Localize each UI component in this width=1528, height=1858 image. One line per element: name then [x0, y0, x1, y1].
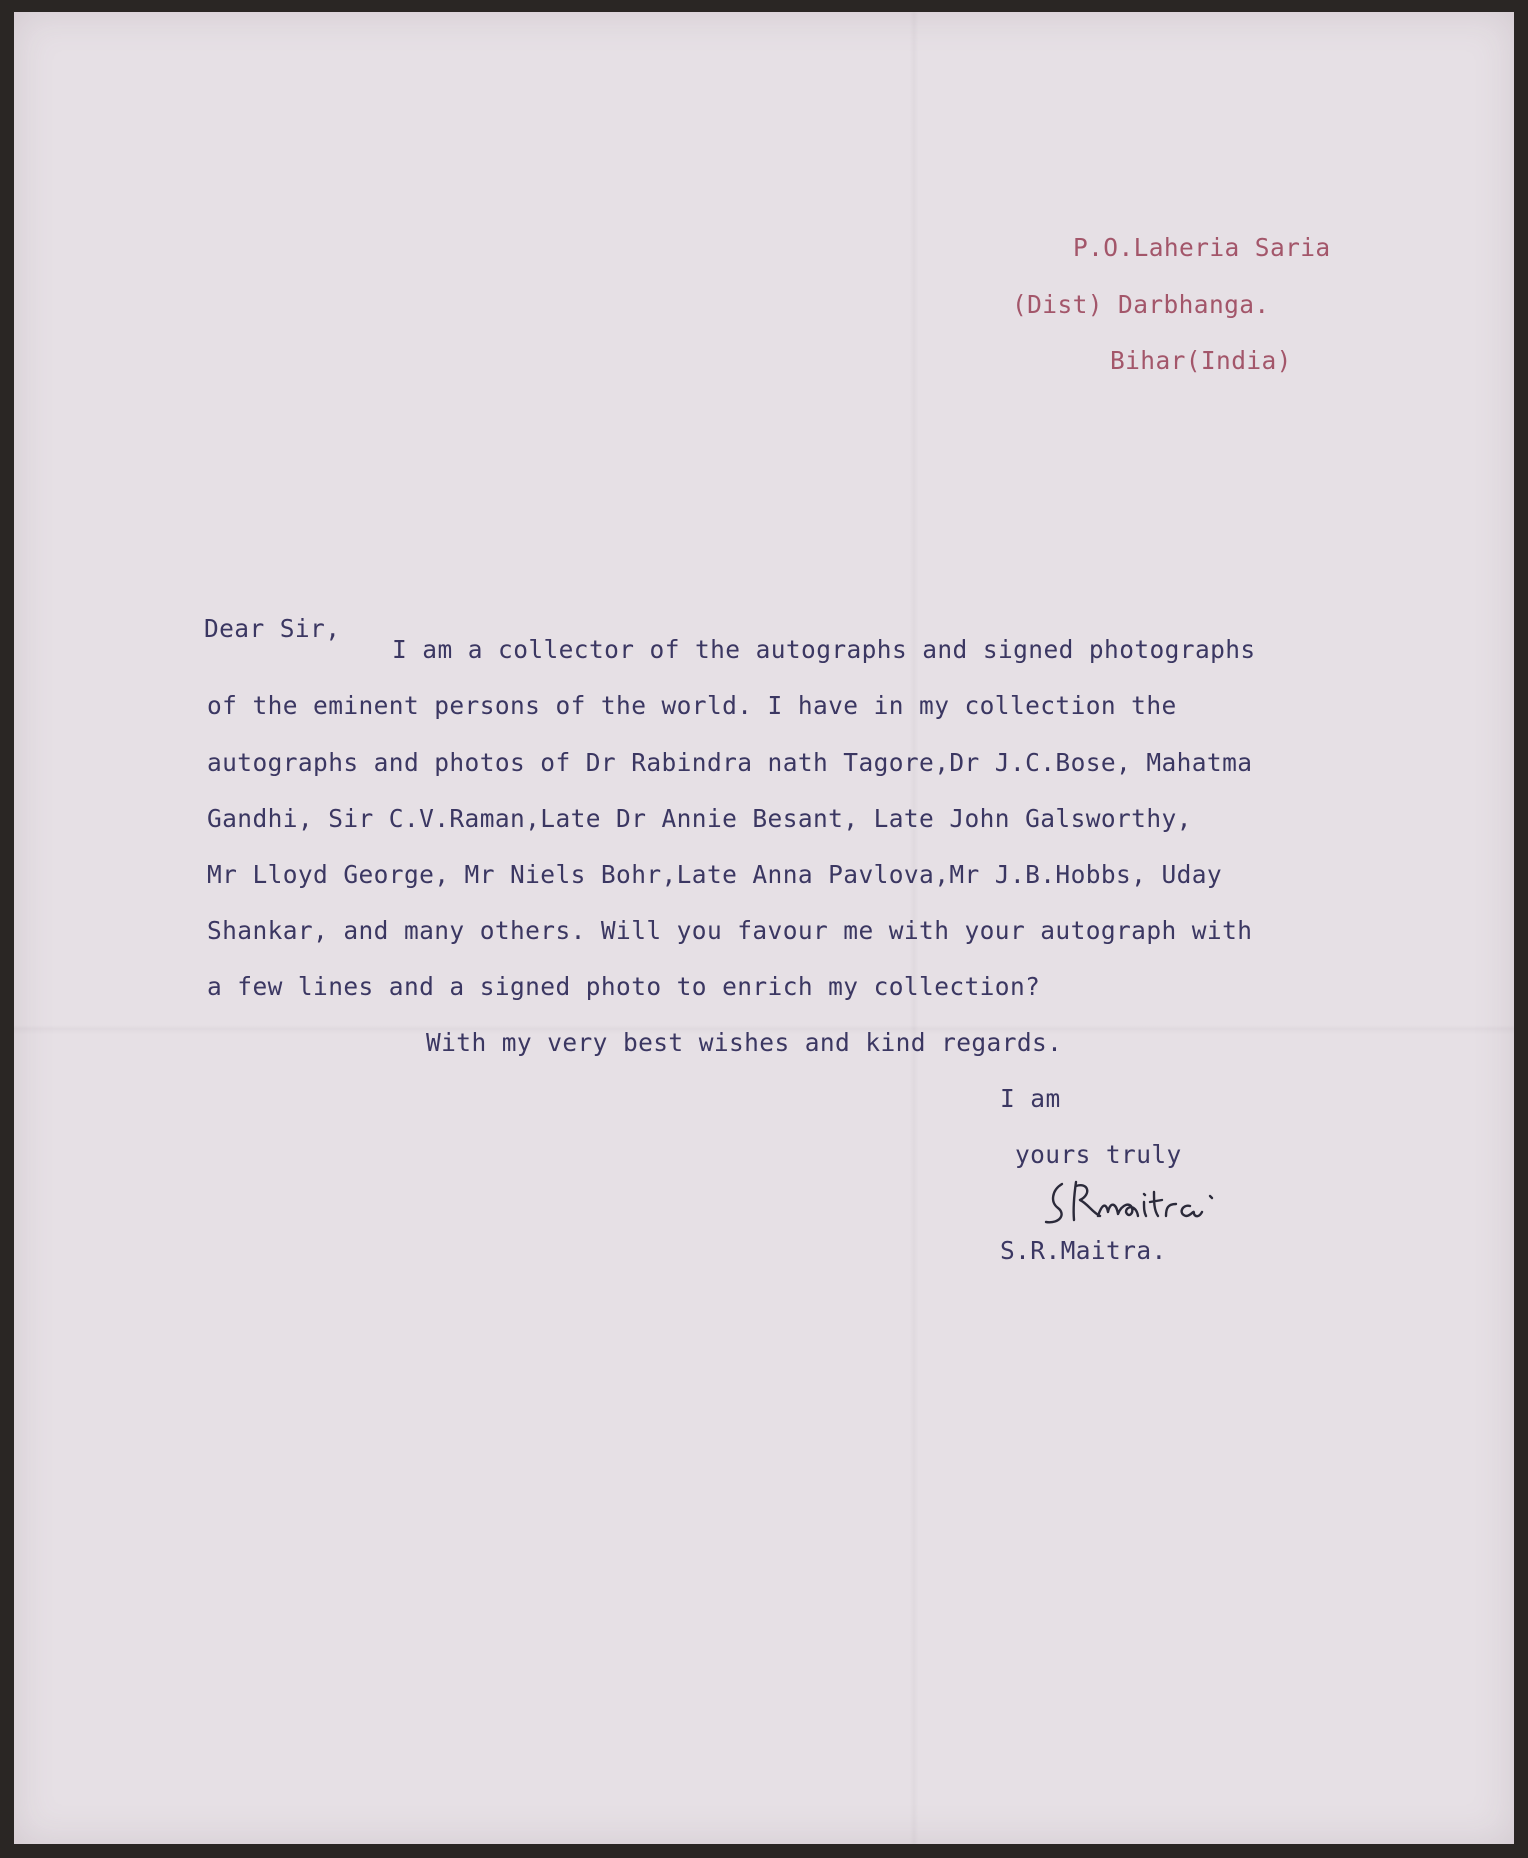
body-line-4: Gandhi, Sir C.V.Raman,Late Dr Annie Besant, Late John Galsworthy, [207, 804, 1192, 833]
body-line-2: of the eminent persons of the world. I have in my collection the [207, 691, 1177, 720]
closing-yours-truly: yours truly [1015, 1140, 1182, 1169]
signatory-name: S.R.Maitra. [1000, 1236, 1167, 1265]
address-line-1: P.O.Laheria Saria [1073, 233, 1331, 262]
body-line-6: Shankar, and many others. Will you favour me with your autograph with [207, 916, 1253, 945]
address-line-3: Bihar(India) [1110, 346, 1292, 375]
body-line-3: autographs and photos of Dr Rabindra nath Tagore,Dr J.C.Bose, Mahatma [207, 748, 1253, 777]
handwritten-signature [1040, 1172, 1220, 1232]
address-line-2: (Dist) Darbhanga. [1012, 290, 1270, 319]
wishes-line: With my very best wishes and kind regards. [426, 1028, 1063, 1057]
body-line-5: Mr Lloyd George, Mr Niels Bohr,Late Anna Pavlova,Mr J.B.Hobbs, Uday [207, 860, 1223, 889]
body-line-1: I am a collector of the autographs and signed photographs [392, 635, 1256, 664]
closing-i-am: I am [1000, 1084, 1061, 1113]
salutation: Dear Sir, [204, 614, 341, 643]
body-line-7: a few lines and a signed photo to enrich my collection? [207, 972, 1041, 1001]
